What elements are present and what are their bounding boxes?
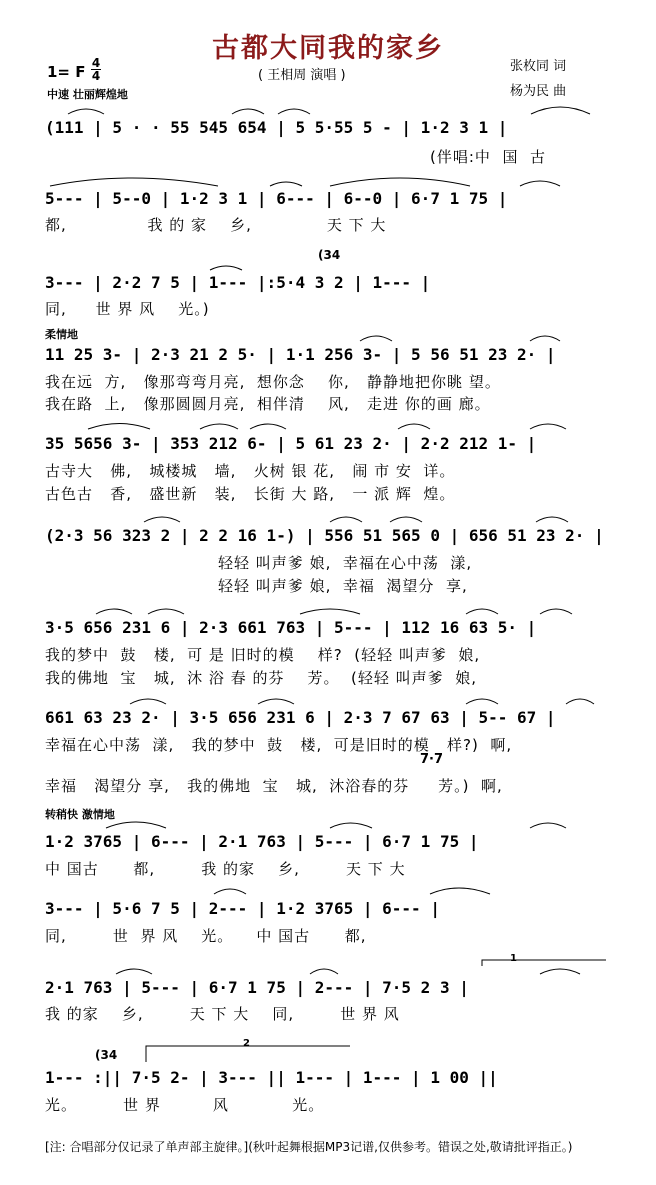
slur-arc [540, 609, 572, 614]
slur-arc [106, 822, 166, 828]
slur-arc [531, 107, 590, 114]
slur-arc [310, 969, 338, 974]
notation-row-7: 3·5 656 231 6 | 2·3 661 763 | 5--- | 112 16 63 5· | [45, 618, 537, 637]
slur-arc [536, 517, 568, 522]
slur-arc [210, 266, 242, 270]
slur-arc [520, 181, 560, 186]
slur-arc [258, 699, 294, 704]
notation-row-8: 661 63 23 2· | 3·5 656 231 6 | 2·3 7 67 63 | 5-- 67 | [45, 708, 556, 727]
slur-arc [250, 424, 286, 429]
repeat-marker-34: (34 [318, 248, 341, 262]
slur-arc [232, 109, 264, 114]
lyric-row-8-line-1: 幸福在心中荡 漾, 我的梦中 鼓 楼, 可是旧时的模 样?) 啊, [45, 736, 513, 754]
expression-tender: 柔情地 [45, 328, 78, 341]
notation-row-6: (2·3 56 323 2 | 2 2 16 1-) | 556 51 565 0 | 656 51 23 2· | [45, 526, 604, 545]
notation-row-11: 2·1 763 | 5--- | 6·7 1 75 | 2--- | 7·5 2 3 | [45, 978, 469, 997]
slur-arc [330, 517, 362, 522]
notation-row-10: 3--- | 5·6 7 5 | 2--- | 1·2 3765 | 6--- | [45, 899, 440, 918]
slur-arc [430, 888, 490, 894]
notation-row-2: 5--- | 5--0 | 1·2 3 1 | 6--- | 6--0 | 6·7 1 75 | [45, 189, 508, 208]
song-title: 古都大同我的家乡 [212, 33, 444, 64]
lyric-row-6-line-2: 轻轻 叫声爹 娘, 幸福 渴望分 享, [45, 577, 468, 595]
singer-credit: ( 王相周 演唱 ) [258, 68, 346, 83]
slur-arc [148, 609, 184, 614]
lyric-row-8-line-2: 幸福 渴望分 享, 我的佛地 宝 城, 沐浴春的芬 芳。) 啊, [45, 777, 503, 795]
lyric-row-7-line-1: 我的梦中 鼓 楼, 可 是 旧时的模 样? (轻轻 叫声爹 娘, [45, 646, 481, 664]
time-numerator: 4 [91, 56, 101, 70]
notation-row-3: 3--- | 2·2 7 5 | 1--- |:5·4 3 2 | 1--- | [45, 273, 431, 292]
slur-arc [566, 699, 594, 704]
expression-faster: 转稍快 激情地 [45, 808, 115, 821]
slur-arc [50, 178, 218, 186]
slur-arc [144, 517, 180, 522]
slur-arc [270, 182, 302, 186]
slur-arc [88, 424, 150, 430]
lyric-row-6-line-1: 轻轻 叫声爹 娘, 幸福在心中荡 漾, [45, 554, 473, 572]
lyric-row-11-line-1: 我 的家 乡, 天 下 大 同, 世 界 风 [45, 1005, 400, 1023]
footer-note: [注: 合唱部分仅记录了单声部主旋律。](秋叶起舞根据MP3记谱,仅供参考。错误之处,敬请批评指正。) [45, 1140, 573, 1154]
notation-row-12: 1--- :|| 7·5 2- | 3--- || 1--- | 1--- | 1 00 || [45, 1068, 498, 1087]
slur-arc [530, 336, 560, 341]
slur-arc [398, 424, 430, 429]
slur-arc [130, 699, 166, 704]
slur-arc [466, 609, 498, 614]
lyric-row-7-line-2: 我的佛地 宝 城, 沐 浴 春 的芬 芳。 (轻轻 叫声爹 娘, [45, 669, 477, 687]
measure-marker-77: 7·7 [420, 752, 444, 767]
slur-arc [330, 823, 372, 828]
slur-arc [540, 969, 580, 974]
slur-arc [68, 109, 104, 114]
tempo-marking: 中速 壮丽辉煌地 [47, 88, 128, 101]
slur-arc [360, 336, 392, 341]
lyric-row-5-line-1: 古寺大 佛, 城楼城 墙, 火树 银 花, 闹 市 安 详。 [45, 462, 456, 480]
volta-2-label: 2 [243, 1038, 250, 1049]
slur-arc [530, 424, 566, 429]
slur-arc [96, 609, 132, 614]
slur-arc [390, 517, 422, 522]
lyric-row-4-line-2: 我在路 上, 像那圆圆月亮, 相伴清 风, 走进 你的画 廊。 [45, 395, 491, 413]
slur-arc [200, 424, 238, 429]
repeat-marker-34-final: (34 [95, 1048, 118, 1062]
slur-arc [116, 969, 152, 974]
lyric-row-10-line-1: 同, 世 界 风 光。 中 国古 都, [45, 927, 367, 945]
volta-bracket-1 [482, 960, 606, 966]
slur-arc [214, 889, 246, 894]
lyric-row-4-line-1: 我在远 方, 像那弯弯月亮, 想你念 你, 静静地把你眺 望。 [45, 373, 501, 391]
time-denominator: 4 [91, 69, 101, 83]
time-signature [91, 57, 101, 82]
notation-row-5: 35 5656 3- | 353 212 6- | 5 61 23 2· | 2·2 212 1- | [45, 434, 537, 453]
notation-row-9: 1·2 3765 | 6--- | 2·1 763 | 5--- | 6·7 1 75 | [45, 832, 479, 851]
key-signature: 1= F [47, 63, 86, 81]
lyric-row-12-line-1: 光。 世 界 风 光。 [45, 1096, 325, 1114]
notation-row-4: 11 25 3- | 2·3 21 2 5· | 1·1 256 3- | 5 56 51 23 2· | [45, 345, 556, 364]
lyric-row-1-line-2: (伴唱:中 国 古 [430, 148, 546, 166]
lyric-row-5-line-2: 古色古 香, 盛世新 装, 长街 大 路, 一 派 辉 煌。 [45, 485, 456, 503]
slur-arc [466, 699, 498, 704]
lyric-row-9-line-1: 中 国古 都, 我 的家 乡, 天 下 大 [45, 860, 406, 878]
notation-row-1: (111 | 5 · · 55 545 654 | 5 5·55 5 - | 1·2 3 1 | [45, 118, 508, 137]
composer-credit: 杨为民 曲 [510, 84, 567, 99]
lyric-row-2-line-1: 都, 我 的 家 乡, 天 下 大 [45, 216, 387, 234]
slur-arc [278, 109, 310, 114]
volta-1-label: 1 [510, 953, 517, 964]
slur-arc [300, 609, 360, 614]
lyric-row-3-line-1: 同, 世 界 风 光。) [45, 300, 210, 318]
slur-arc [530, 823, 566, 828]
lyricist-credit: 张枚同 词 [510, 59, 567, 74]
slur-arc [330, 178, 470, 186]
